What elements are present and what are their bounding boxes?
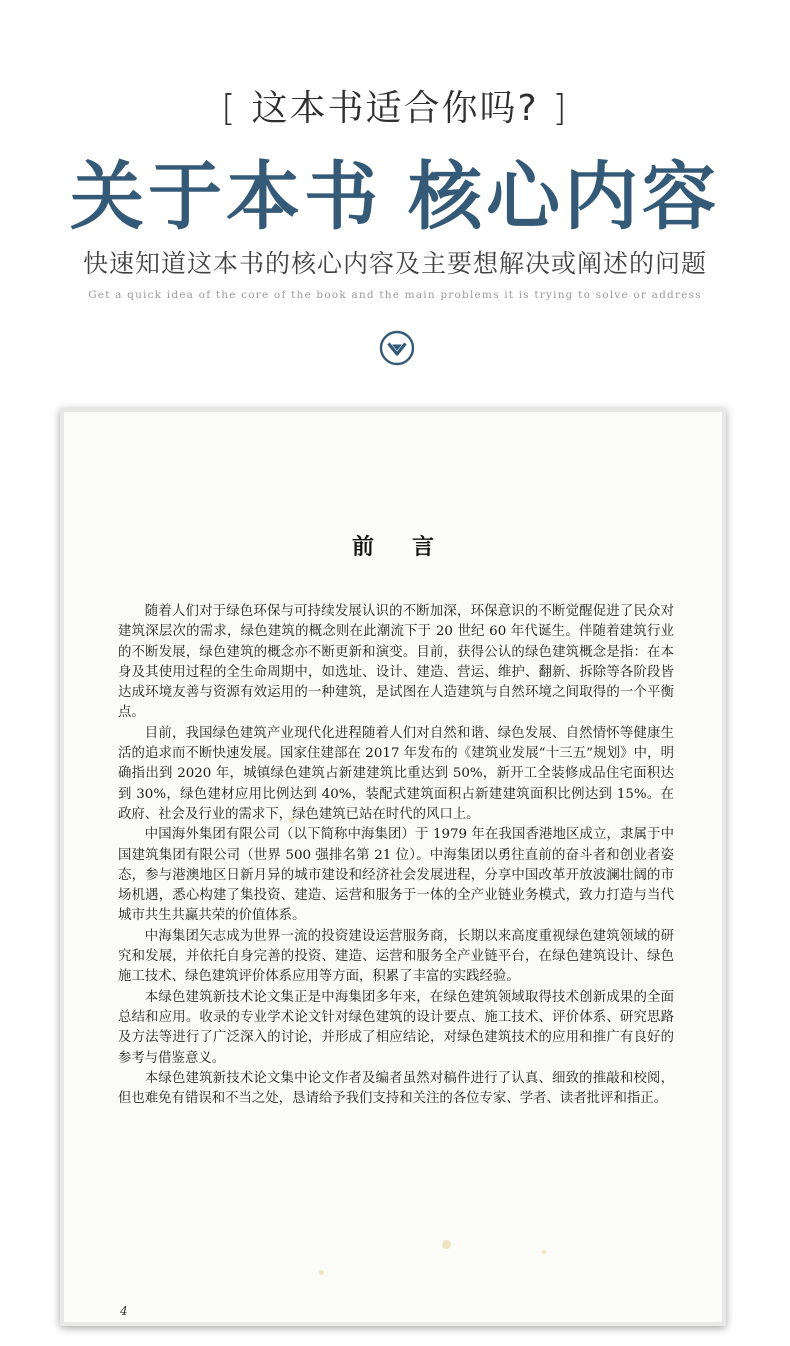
- description-en: Get a quick idea of the core of the book and the main problems it is trying to solve or address: [88, 289, 702, 301]
- header-banner: [0, 0, 790, 400]
- main-title-part2: 核心内容: [408, 154, 720, 240]
- subtitle: [0, 80, 790, 131]
- description-cn: 快速知道这本书的核心内容及主要想解决或阐述的问题: [82, 249, 707, 278]
- subtitle-text: 这本书适合你吗?: [251, 88, 539, 129]
- paragraph: 中国海外集团有限公司（以下简称中海集团）于 1979 年在我国香港地区成立，隶属于中国建筑集团有限公司（世界 500 强排名第 21 位）。中海集团以勇往直前的奋斗者和创业者姿态，参与港澳地区日新月异的城市建设和经济社会发展进程，分享中国改革开放波澜壮阔的市场机遇，悉心构建了集投资、建造、运营和服务于一体的全产业链业务模式，致力打造与当代城市共生共赢共荣的价值体系。: [118, 827, 674, 924]
- bracket-right: ]: [552, 88, 569, 129]
- paragraph: 随着人们对于绿色环保与可持续发展认识的不断加深，环保意识的不断觉醒促进了民众对建筑深层次的需求，绿色建筑的概念则在此潮流下于 20 世纪 60 年代诞生。伴随着建筑行业的不断发展，绿色建筑的概念亦不断更新和演变。目前，获得公认的绿色建筑概念是指：在本身及其使用过程的全生命周期中，如选址、设计、建造、营运、维护、翻新、拆除等各阶段皆达成环境友善与资源有效运用的一种建筑，是试图在人造建筑与自然环境之间取得的一个平衡点。: [118, 604, 674, 721]
- page-number: 4: [120, 1304, 128, 1318]
- paragraph: 目前，我国绿色建筑产业现代化进程随着人们对自然和谐、绿色发展、自然情怀等健康生活的追求而不断快速发展。国家住建部在 2017 年发布的《建筑业发展“十三五”规划》中，明确指出到 2020 年，城镇绿色建筑占新建建筑比重达到 50%，新开工全装修成品住宅面积达到 30%，绿色建材应用比例达到 40%，装配式建筑面积占新建建筑面积比例达到 15%。在政府、社会及行业的需求下，绿色建筑已站在时代的风口上。: [118, 725, 674, 822]
- chevron-down-circle-icon: [379, 330, 415, 366]
- bracket-left: [: [221, 88, 238, 129]
- main-title: [0, 138, 790, 244]
- book-page: [64, 412, 722, 1322]
- preface-title: 前言: [351, 535, 472, 560]
- paragraph: 本绿色建筑新技术论文集正是中海集团多年来，在绿色建筑领域取得技术创新成果的全面总结和应用。收录的专业学术论文针对绿色建筑的设计要点、施工技术、评价体系、研究思路及方法等进行了广泛深入的讨论，并形成了相应结论，对绿色建筑技术的应用和推广有良好的参考与借鉴意义。: [118, 989, 674, 1066]
- paragraph: 本绿色建筑新技术论文集中论文作者及编者虽然对稿件进行了认真、细致的推敲和校阅，但也难免有错误和不当之处，恳请给予我们支持和关注的各位专家、学者、读者批评和指正。: [118, 1070, 674, 1107]
- paragraph: 中海集团矢志成为世界一流的投资建设运营服务商，长期以来高度重视绿色建筑领域的研究和发展，并依托自身完善的投资、建造、运营和服务全产业链平台，在绿色建筑设计、绿色施工技术、绿色建筑评价体系应用等方面，积累了丰富的实践经验。: [118, 928, 674, 985]
- main-title-part1: 关于本书: [70, 154, 382, 240]
- preface-body: [118, 602, 674, 1109]
